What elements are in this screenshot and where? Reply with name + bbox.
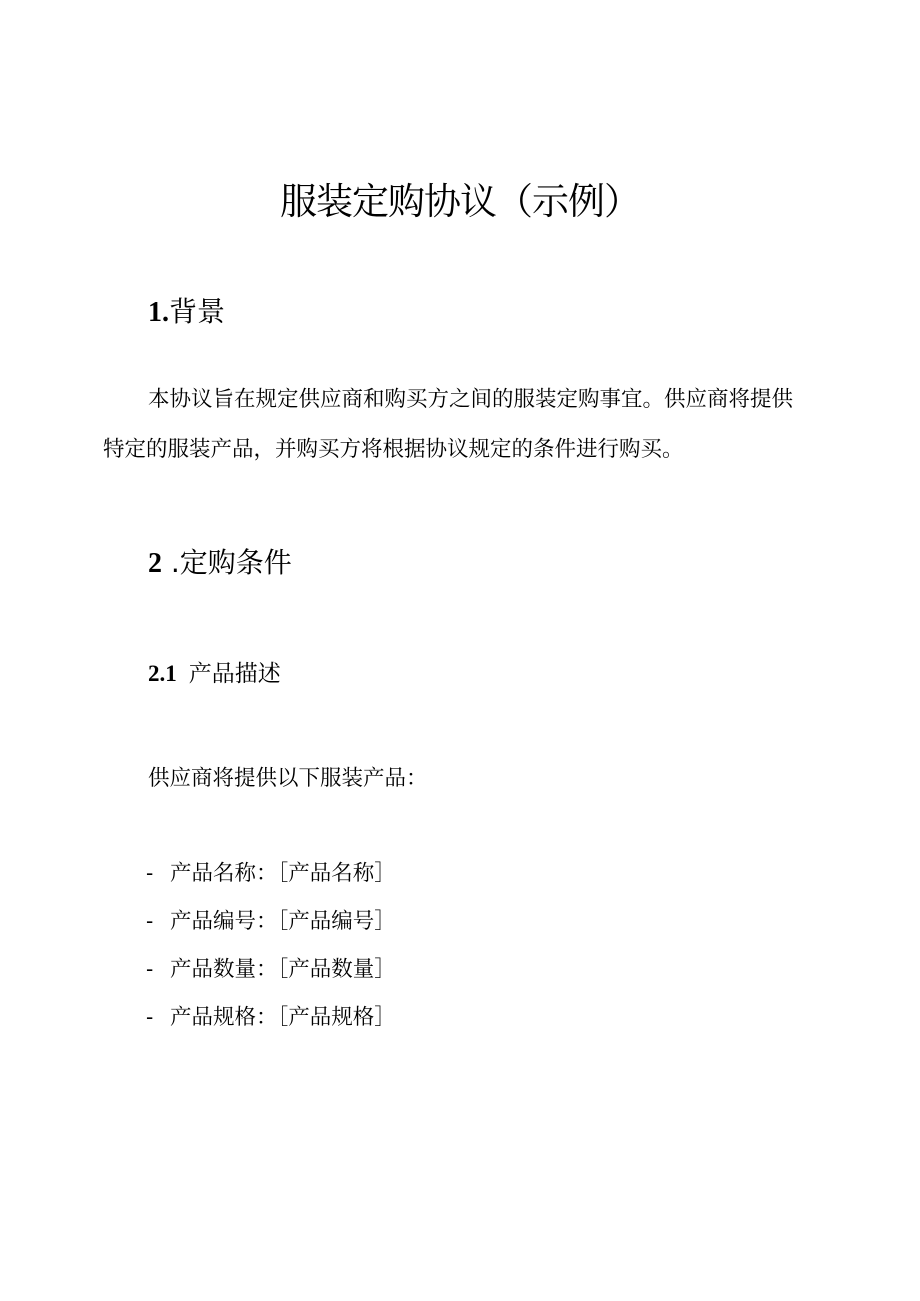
list-dash: -: [146, 861, 154, 886]
section-2-heading: [148, 543, 292, 584]
field-placeholder: ［产品名称］: [277, 861, 396, 886]
list-dash: -: [146, 957, 154, 982]
subsection-2-1-number: 2.1: [148, 661, 177, 686]
list-dash: -: [146, 909, 154, 934]
section-1-heading: [148, 292, 225, 333]
field-label: 产品名称：: [170, 861, 278, 886]
list-item-product-quantity: [146, 952, 396, 1000]
field-label: 产品规格：: [170, 1005, 278, 1030]
list-item-product-spec: [146, 1000, 396, 1048]
field-placeholder: ［产品规格］: [277, 1005, 396, 1030]
section-2-title: .定购条件: [162, 546, 292, 579]
section-1-title: 背景: [169, 295, 226, 328]
product-field-list: [146, 856, 396, 1048]
section-1-paragraph: 本协议旨在规定供应商和购买方之间的服装定购事宜。供应商将提供特定的服装产品，并购买方将根据协议规定的条件进行购买。: [103, 387, 794, 462]
section-2-number: 2: [148, 548, 162, 579]
subsection-2-1-title: 产品描述: [188, 661, 281, 687]
field-label: 产品编号：: [170, 909, 278, 934]
section-1-number: 1.: [148, 297, 169, 328]
field-placeholder: ［产品编号］: [277, 909, 396, 934]
subsection-2-1-intro: 供应商将提供以下服装产品：: [148, 766, 428, 791]
subsection-2-1-heading: [148, 658, 281, 690]
field-label: 产品数量：: [170, 957, 278, 982]
field-placeholder: ［产品数量］: [277, 957, 396, 982]
list-item-product-name: [146, 856, 396, 904]
document-title: 服装定购协议（示例）: [280, 180, 640, 223]
list-item-product-code: [146, 904, 396, 952]
list-dash: -: [146, 1005, 154, 1030]
